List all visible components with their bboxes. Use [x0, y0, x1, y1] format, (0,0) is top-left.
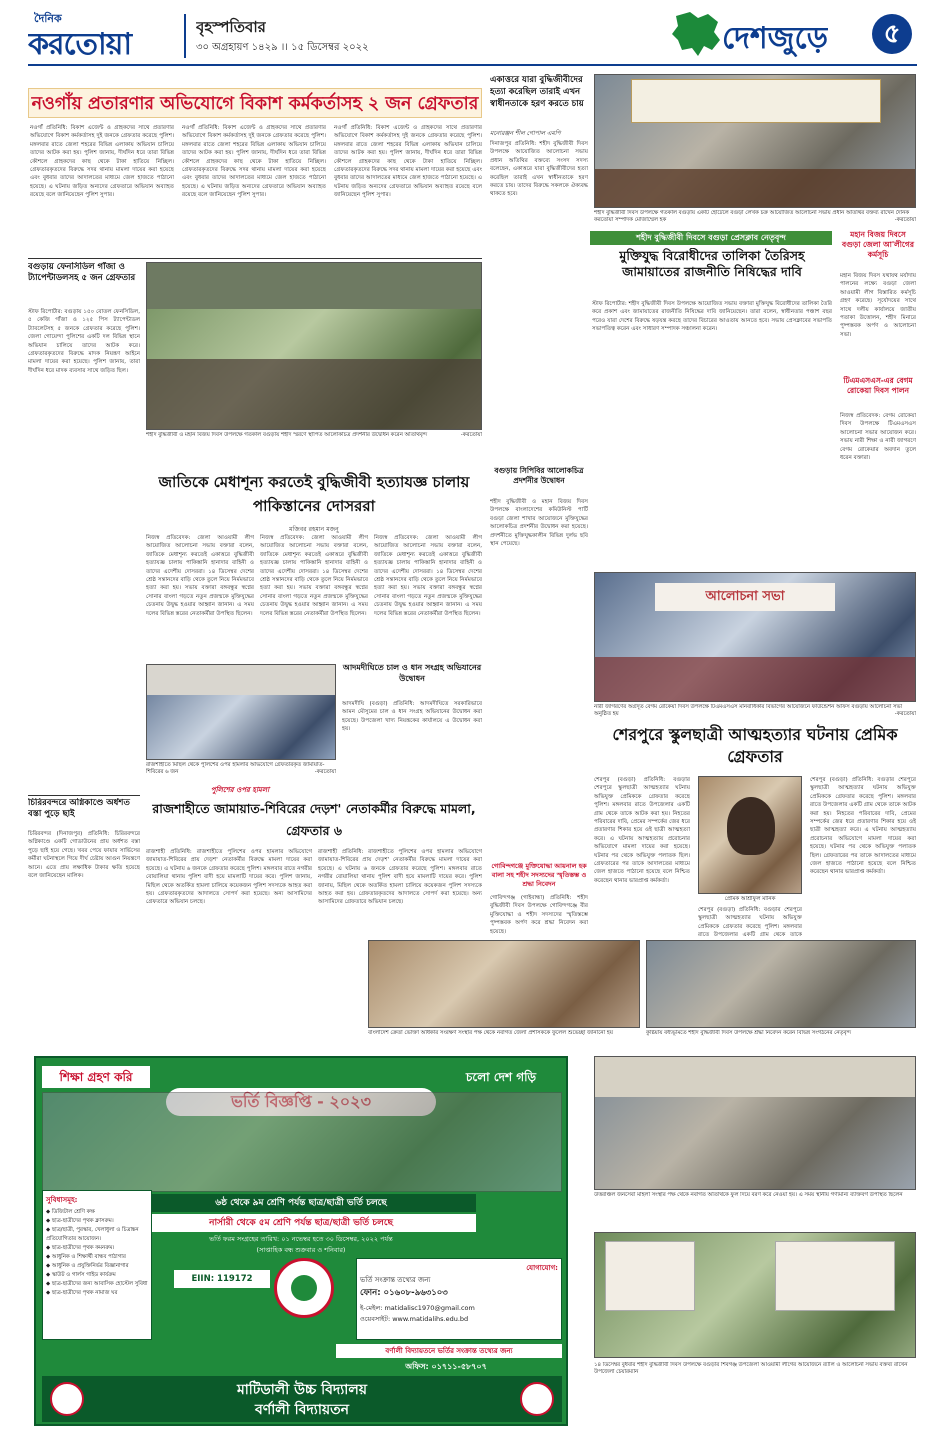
ad-line1: ৬ষ্ঠ থেকে ৯ম শ্রেণি পর্যন্ত ছাত্র/ছাত্রী ভর্তি চলছে: [126, 1194, 476, 1212]
page-number: ৫: [872, 14, 912, 54]
masthead-date: ৩০ অগ্রহায়ণ ১৪২৯ ।। ১৫ ডিসেম্বর ২০২২: [196, 42, 369, 53]
intellect-body-col2: নিজস্ব প্রতিবেদক: জেলা আওয়ামী লীগ আয়োজিত আলোচনা সভায় বক্তারা বলেন, জাতিকে মেধাশূন্য করতেই একাত্তরে বুদ্ধিজীবী হত্যাযজ্ঞ চালায় পাকিস্তানি হানাদার বাহিনী ও তাদের এদেশীয় দোসররা। ১৪ ডিসেম্বর দেশের শ্রেষ্ঠ সন্তানদের বাড়ি থেকে তুলে নিয়ে নির্মমভাবে হত্যা করা হয়। সভায় বক্তারা বঙ্গবন্ধুর স্বপ্নের সোনার বাংলা গড়তে নতুন প্রজন্মকে মুক্তিযুদ্ধের চেতনায় উদ্বুদ্ধ হওয়ার আহ্বান জানান। এ সময় দলের বিভিন্ন স্তরের নেতাকর্মীরা উপস্থিত ছিলেন।: [260, 535, 368, 617]
tmss-headline: টিএমএসএস-এর বেগম রোকেয়া দিবস পালন: [843, 376, 913, 395]
ad-contact-label: ভর্তি সংক্রান্ত তথ্যের জন্য: [360, 1276, 431, 1284]
school-crest-icon: [274, 1258, 334, 1318]
ad-phone: ফোন: ০১৬০৮-৯৬৩১০৩: [360, 1288, 448, 1298]
sherpur-body-col2: শেরপুর (বগুড়া) প্রতিনিধি: বগুড়ার শেরপুরে স্কুলছাত্রী আত্মহত্যার ঘটনায় অভিযুক্ত প্রেমিককে গ্রেফতার করেছে পুলিশ। মঙ্গলবার রাতে উপজেলার একটি গ্রাম থেকে তাকে: [698, 907, 802, 939]
ad-feature-item: ◆ স্কাউট ও গার্লস গাইড কার্যক্রম: [46, 1272, 116, 1278]
ad-contact-title: যোগাযোগ:: [526, 1264, 558, 1272]
police-attack-photo-credit: -করতোয়া: [314, 769, 336, 776]
intellect-body-col3: নিজস্ব প্রতিবেদক: জেলা আওয়ামী লীগ আয়োজিত আলোচনা সভায় বক্তারা বলেন, জাতিকে মেধাশূন্য করতেই একাত্তরে বুদ্ধিজীবী হত্যাযজ্ঞ চালায় পাকিস্তানি হানাদার বাহিনী ও তাদের এদেশীয় দোসররা। ১৪ ডিসেম্বর দেশের শ্রেষ্ঠ সন্তানদের বাড়ি থেকে তুলে নিয়ে নির্মমভাবে হত্যা করা হয়। সভায় বক্তারা বঙ্গবন্ধুর স্বপ্নের সোনার বাংলা গড়তে নতুন প্রজন্মকে মুক্তিযুদ্ধের চেতনায় উদ্বুদ্ধ হওয়ার আহ্বান জানান। এ সময় দলের বিভিন্ন স্তরের নেতাকর্মীরা উপস্থিত ছিলেন।: [374, 535, 482, 617]
section-title: দেশজুড়ে: [722, 21, 828, 56]
bottom-right-caption-1: উত্তরাঞ্চল জনসেবা মহিলা সংস্থার পক্ষ থেকে নবাগত অতিথিকে ফুল দিয়ে বরণ করে নেওয়া হয়। এ সময় স্থানীয় গণ্যমান্য ব্যক্তিবর্গ উপস্থিত ছিলেন: [594, 1192, 903, 1198]
bangladesh-map-icon: [668, 10, 724, 58]
ad-email: ই-মেইল: matidalisc1970@gmail.com: [360, 1304, 475, 1312]
tmss-body: নিজস্ব প্রতিবেদক: বেগম রোকেয়া দিবস উপলক্ষে টিএমএসএস আলোচনা সভার আয়োজন করে। সভায় নারী শিক্ষা ও নারী জাগরণে বেগম রোকেয়ার অবদান তুলে ধরেন বক্তারা।: [840, 413, 916, 462]
top-right-byline: মনোরঞ্জন শীল গোপাল এমপি: [490, 130, 561, 137]
ad-feature-item: ◆ ডিজিটাল শ্রেণি কক্ষ: [46, 1209, 95, 1215]
masthead: [0, 0, 945, 66]
top-right-photo-credit: -করতোয়া: [894, 217, 916, 224]
ad-feature-item: ◆ ছাত্র-ছাত্রীদের পৃথক নামাজ ঘর: [46, 1290, 118, 1296]
top-right-photo: [594, 74, 916, 208]
awami-headline: মহান বিজয় দিবসে বগুড়া জেলা আ'লীগের কর্মসূচি: [842, 230, 914, 259]
intellect-byline: মজিবর রহমান মজনু: [289, 526, 339, 533]
top-right-photo-caption-text: শহীদ বুদ্ধিজীবী দিবস উপলক্ষে গতকাল বগুড়ায় একটি হোটেলে বগুড়া লেখক চক্র আয়োজিত আলোচনা সভায় প্রধান অতিথির বক্তব্য রাখেন দৈনিক করতোয়া সম্পাদক মোজাম্মেল হক: [594, 210, 910, 224]
ad-line2: নার্সারী থেকে ৫ম শ্রেণি পর্যন্ত ছাত্র/ছাত্রী ভর্তি চলছে: [126, 1214, 476, 1232]
roquia-photo: [594, 572, 916, 702]
logo-main-text: করতোয়া: [28, 27, 132, 60]
admission-ad: [34, 1056, 568, 1426]
roquia-caption: [594, 704, 916, 720]
sherpur-body-col3: শেরপুর (বগুড়া) প্রতিনিধি: বগুড়ার শেরপুরে স্কুলছাত্রী আত্মহত্যার ঘটনায় অভিযুক্ত প্রেমিককে গ্রেফতার করেছে পুলিশ। মঙ্গলবার রাতে উপজেলার একটি গ্রাম থেকে তাকে আটক করা হয়। নিহতের পরিবারের দাবি, প্রেমের সম্পর্কের জের ধরে প্রতারণার শিকার হয়ে ওই ছাত্রী আত্মহত্যা করে। এ ঘটনায় আত্মহত্যায় প্ররোচনার অভিযোগে মামলা দায়ের করা হয়েছে। ঘটনার পর থেকে অভিযুক্ত পলাতক ছিল। গ্রেফতারের পর তাকে আদালতের মাধ্যমে জেল হাজতে পাঠানো হয়েছে বলে নিশ্চিত করেছেন থানার ভারপ্রাপ্ত কর্মকর্তা।: [810, 777, 916, 876]
intellect-headline: জাতিকে মেধাশূন্য করতেই বুদ্ধিজীবী হত্যাযজ্ঞ চালায় পাকিস্তানের দোসররা: [158, 473, 470, 515]
top-right-body: দিনাজপুর প্রতিনিধি: শহীদ বুদ্ধিজীবী দিবস উপলক্ষে আয়োজিত আলোচনা সভায় প্রধান অতিথির বক্তব্যে সংসদ সদস্য বলেছেন, একাত্তরে যারা বুদ্ধিজীবীদের হত্যা করেছিল তারাই এখন স্বাধীনতাকে হরণ করতে চায়। তাদের বিরুদ্ধে সকলকে ঐক্যবদ্ধ থাকতে হবে।: [490, 141, 588, 198]
left-divider-1: [28, 258, 482, 259]
bottom-right-photo-2: [594, 1232, 916, 1358]
lead-body-col3: নওগাঁ প্রতিনিধি: বিকাশ এজেন্ট ও গ্রাহকদের সাথে প্রতারণার অভিযোগে বিকাশ কর্মকর্তাসহ দুই জনকে গ্রেফতার করেছে পুলিশ। মঙ্গলবার রাতে জেলা শহরের বিভিন্ন এলাকায় অভিযান চালিয়ে তাদের আটক করা হয়। পুলিশ জানায়, দীর্ঘদিন ধরে তারা বিভিন্ন কৌশলে গ্রাহকদের কাছ থেকে টাকা হাতিয়ে নিচ্ছিল। গ্রেফতারকৃতদের বিরুদ্ধে সদর থানায় মামলা দায়ের করা হয়েছে এবং বুধবার তাদের আদালতের মাধ্যমে জেল হাজতে পাঠানো হয়েছে। এ ঘটনায় জড়িত অন্যদের গ্রেফতারে অভিযান অব্যাহত রয়েছে বলে জানিয়েছেন পুলিশ সুপার।: [334, 125, 482, 199]
mid-right-caption: কুষ্টিয়ায় বধ্যভূমিতে শহীদ বুদ্ধিজীবী দিবস উপলক্ষে শ্রদ্ধা নিবেদন করেন বিভিন্ন সংগঠনের নেতৃবৃন্দ: [646, 1030, 851, 1036]
bottom-right-caption-2: ১৪ ডিসেম্বর বুধবার শহীদ বুদ্ধিজীবী দিবস উপলক্ষে বগুড়ার শিবগঞ্জ উপজেলা আওয়ামী লীগের আয়োজনে র‍্যালি ও আলোচনা সভায় বক্তব্য রাখেন উপজেলা চেয়ারম্যান: [594, 1362, 908, 1376]
ad-feature-item: ◆ ছাত্র/ছাত্রী, পুরস্কার, খেলাধুলা ও চিত্রাঙ্কন প্রতিযোগিতার আয়োজন।: [46, 1227, 139, 1242]
gallery-body: শহীদ বুদ্ধিজীবী ও মহান বিজয় দিবস উপলক্ষে বাংলাদেশের কমিউনিস্ট পার্টি বগুড়া জেলা শাখার আয়োজনে মুক্তিযুদ্ধের আলোকচিত্র প্রদর্শনীর উদ্বোধন করা হয়েছে। প্রদর্শনীতে মুক্তিযুদ্ধকালীন বিভিন্ন দুর্লভ ছবি স্থান পেয়েছে।: [490, 499, 588, 548]
police-attack-photo-caption-text: রাজশাহীতে মিছিল থেকে পুলিশের ওপর হামলার অভিযোগে গ্রেফতারকৃত জামায়াত-শিবিরের ৬ জন: [146, 762, 325, 776]
masthead-bottom-rule: [28, 64, 917, 66]
ad-feature-item: ◆ আধুনিক ও শিক্ষার্থী বান্ধব পাঠাগার: [46, 1254, 126, 1260]
lead-body-col1: নওগাঁ প্রতিনিধি: বিকাশ এজেন্ট ও গ্রাহকদের সাথে প্রতারণার অভিযোগে বিকাশ কর্মকর্তাসহ দুই জনকে গ্রেফতার করেছে পুলিশ। মঙ্গলবার রাতে জেলা শহরের বিভিন্ন এলাকায় অভিযান চালিয়ে তাদের আটক করা হয়। পুলিশ জানায়, দীর্ঘদিন ধরে তারা বিভিন্ন কৌশলে গ্রাহকদের কাছ থেকে টাকা হাতিয়ে নিচ্ছিল। গ্রেফতারকৃতদের বিরুদ্ধে সদর থানায় মামলা দায়ের করা হয়েছে এবং বুধবার তাদের আদালতের মাধ্যমে জেল হাজতে পাঠানো হয়েছে। এ ঘটনায় জড়িত অন্যদের গ্রেফতারে অভিযান অব্যাহত রয়েছে বলে জানিয়েছেন পুলিশ সুপার।: [30, 125, 174, 199]
police-attack-body-col1: রাজশাহী প্রতিনিধি: রাজশাহীতে পুলিশের ওপর হামলার অভিযোগে জামায়াত-শিবিরের প্রায় দেড়শ' নেতাকর্মীর বিরুদ্ধে মামলা দায়ের করা হয়েছে। এ ঘটনায় ৬ জনকে গ্রেফতার করেছে পুলিশ। মঙ্গলবার রাতে নগরীর বোয়ালিয়া থানায় পুলিশ বাদী হয়ে মামলাটি দায়ের করে। পুলিশ জানায়, মিছিল থেকে অতর্কিত হামলা চালিয়ে কয়েকজন পুলিশ সদস্যকে আহত করা হয়। গ্রেফতারকৃতদের আদালতে সোপর্দ করা হয়েছে। অন্য আসামিদের গ্রেফতারে অভিযান চলছে।: [146, 849, 312, 906]
mid-right-photo: [646, 940, 916, 1028]
mid-left-photo: [368, 940, 640, 1028]
ad-features-title: সুবিধাসমূহ:: [46, 1196, 78, 1204]
demand-body: স্টাফ রিপোর্টার: শহীদ বুদ্ধিজীবী দিবস উপলক্ষে আয়োজিত সভায় বক্তারা মুক্তিযুদ্ধ বিরোধীদের তালিকা তৈরি করে প্রকাশ এবং জামায়াতের রাজনীতি নিষিদ্ধের দাবি জানিয়েছেন। তারা বলেন, স্বাধীনতার পঞ্চাশ বছর পরেও যারা দেশের বিরুদ্ধে ষড়যন্ত্র করছে তাদের বিচারের আওতায় আনতে হবে। সভায় প্রেসক্লাবের সভাপতি সভাপতিত্ব করেন এবং সাধারণ সম্পাদক সঞ্চালনা করেন।: [592, 301, 832, 333]
sherpur-photo: [698, 776, 802, 894]
ad-footer-logo-left-icon: [50, 1382, 84, 1416]
left-divider-2: [28, 795, 140, 796]
awami-body: মহান বিজয় দিবস যথাযথ মর্যাদায় পালনের লক্ষ্যে বগুড়া জেলা আওয়ামী লীগ বিস্তারিত কর্মসূচি গ্রহণ করেছে। সূর্যোদয়ের সাথে সাথে দলীয় কার্যালয়ে জাতীয় পতাকা উত্তোলন, শহীদ মিনারে পুষ্পস্তবক অর্পণ ও আলোচনা সভা।: [840, 273, 916, 338]
ad-feature-item: ◆ ছাত্র-ছাত্রীদের পৃথক ক্লাসরুম।: [46, 1218, 114, 1224]
ad-line3: ভর্তি ফরম সংগ্রহের তারিখ: ০১ নভেম্বর হতে ৩০ ডিসেম্বর, ২০২২ পর্যন্ত: [209, 1235, 393, 1243]
roquia-caption-text: নারী জাগরণের অগ্রদূত বেগম রোকেয়া দিবস উপলক্ষে টিএমএসএস মানবাধিকার বিভাগের আয়োজনে ফাউন্ডেশন অফিস বগুড়ায় আলোচনা সভা অনুষ্ঠিত হয়: [594, 704, 903, 718]
ad-feature-item: ◆ আধুনিক ও প্রযুক্তিনির্ভর বিজ্ঞানাগার: [46, 1263, 129, 1269]
logo-small-text: দৈনিক: [34, 12, 62, 25]
police-attack-photo: [146, 664, 336, 760]
lead-headline: নওগাঁয় প্রতারণার অভিযোগে বিকাশ কর্মকর্তাসহ ২ জন গ্রেফতার: [28, 88, 482, 118]
ad-office: অফিস: ০১৭১১-৫৮৭০৭: [405, 1362, 487, 1371]
ad-eiin: EIIN: 119172: [174, 1270, 270, 1288]
ad-sub-note: বর্ণালী বিদ্যায়তনে ভর্তির সংক্রান্ত তথ্যের জন্য: [336, 1344, 562, 1358]
sherpur-body-col1: শেরপুর (বগুড়া) প্রতিনিধি: বগুড়ার শেরপুরে স্কুলছাত্রী আত্মহত্যার ঘটনায় অভিযুক্ত প্রেমিককে গ্রেফতার করেছে পুলিশ। মঙ্গলবার রাতে উপজেলার একটি গ্রাম থেকে তাকে আটক করা হয়। নিহতের পরিবারের দাবি, প্রেমের সম্পর্কের জের ধরে প্রতারণার শিকার হয়ে ওই ছাত্রী আত্মহত্যা করে। এ ঘটনায় আত্মহত্যায় প্ররোচনার অভিযোগে মামলা দায়ের করা হয়েছে। ঘটনার পর থেকে অভিযুক্ত পলাতক ছিল। গ্রেফতারের পর তাকে আদালতের মাধ্যমে জেল হাজতে পাঠানো হয়েছে বলে নিশ্চিত করেছেন থানার ভারপ্রাপ্ত কর্মকর্তা।: [594, 777, 690, 884]
press-club-band: শহীদ বুদ্ধিজীবী দিবসে বগুড়া প্রেসক্লাব নেতৃবৃন্দ: [590, 231, 832, 245]
top-right-photo-caption: [594, 210, 916, 228]
mid-left-caption: বাংলাদেশ ক্রেতা ভোক্তা অধিকার সংরক্ষণ সংস্থার পক্ষ থেকে নবাগত জেলা প্রশাসককে ফুলেল শুভেচ্ছা জানানো হয়: [368, 1030, 613, 1036]
bottom-right-photo-1: [594, 1056, 916, 1190]
demand-headline: মুক্তিযুদ্ধ বিরোধীদের তালিকা তৈরিসহ জামায়াতের রাজনীতি নিষিদ্ধের দাবি: [619, 248, 805, 279]
ad-feature-item: ◆ ছাত্র-ছাত্রীদের জন্য আবাসিক হোস্টেল সুবিধা: [46, 1281, 148, 1287]
ad-features-box: [42, 1190, 152, 1340]
fire-headline: চিরিরবন্দরে অগ্নিকাণ্ডে অর্ধশত বস্তা পুড়ে ছাই: [28, 798, 130, 819]
ad-feature-item: ◆ ছাত্র-ছাত্রীদের পৃথক কমনরুম।: [46, 1245, 115, 1251]
ad-school-photo: [42, 1092, 562, 1192]
ganja-headline: বগুড়ায় ফেনসিডিল গাঁজা ও ট্যাপেন্টাডলসহ ৫ জন গ্রেফতার: [28, 262, 136, 283]
ad-features-list: [46, 1208, 148, 1298]
ad-school1: মাটিডালী উচ্চ বিদ্যালয়: [236, 1382, 368, 1398]
sherpur-headline: শেরপুরে স্কুলছাত্রী আত্মহত্যার ঘটনায় প্রেমিক গ্রেফতার: [612, 725, 898, 766]
gobindaganj-body: গোবিন্দগঞ্জ (গাইবান্ধা) প্রতিনিধি: শহীদ বুদ্ধিজীবী দিবস উপলক্ষে গোবিন্দগঞ্জে বীর মুক্তিযোদ্ধা ও শহীদ সদস্যদের স্মৃতিস্তম্ভে পুষ্পস্তবক অর্পণ করে শ্রদ্ধা নিবেদন করা হয়েছে।: [490, 895, 588, 935]
police-attack-headline: রাজশাহীতে জামায়াত-শিবিরের দেড়শ' নেতাকর্মীর বিরুদ্ধে মামলা, গ্রেফতার ৬: [152, 801, 476, 838]
center-photo-credit: -করতোয়া: [460, 432, 482, 438]
police-attack-body-col2: রাজশাহী প্রতিনিধি: রাজশাহীতে পুলিশের ওপর হামলার অভিযোগে জামায়াত-শিবিরের প্রায় দেড়শ' নেতাকর্মীর বিরুদ্ধে মামলা দায়ের করা হয়েছে। এ ঘটনায় ৬ জনকে গ্রেফতার করেছে পুলিশ। মঙ্গলবার রাতে নগরীর বোয়ালিয়া থানায় পুলিশ বাদী হয়ে মামলাটি দায়ের করে। পুলিশ জানায়, মিছিল থেকে অতর্কিত হামলা চালিয়ে কয়েকজন পুলিশ সদস্যকে আহত করা হয়। গ্রেফতারকৃতদের আদালতে সোপর্দ করা হয়েছে। অন্য আসামিদের গ্রেফতারে অভিযান চলছে।: [318, 849, 482, 906]
lead-body-col2: নওগাঁ প্রতিনিধি: বিকাশ এজেন্ট ও গ্রাহকদের সাথে প্রতারণার অভিযোগে বিকাশ কর্মকর্তাসহ দুই জনকে গ্রেফতার করেছে পুলিশ। মঙ্গলবার রাতে জেলা শহরের বিভিন্ন এলাকায় অভিযান চালিয়ে তাদের আটক করা হয়। পুলিশ জানায়, দীর্ঘদিন ধরে তারা বিভিন্ন কৌশলে গ্রাহকদের কাছ থেকে টাকা হাতিয়ে নিচ্ছিল। গ্রেফতারকৃতদের বিরুদ্ধে সদর থানায় মামলা দায়ের করা হয়েছে এবং বুধবার তাদের আদালতের মাধ্যমে জেল হাজতে পাঠানো হয়েছে। এ ঘটনায় জড়িত অন্যদের গ্রেফতারে অভিযান অব্যাহত রয়েছে বলে জানিয়েছেন পুলিশ সুপার।: [182, 125, 326, 199]
ad-line4: (সাপ্তাহিক বন্ধ শুক্রবার ও শনিবার): [256, 1246, 346, 1254]
ad-contact-box: [356, 1258, 562, 1340]
fire-body: চিরিরবন্দর (দিনাজপুর) প্রতিনিধি: চিরিরবন্দরে অগ্নিকাণ্ডে একটি গোডাউনের প্রায় অর্ধশত বস্তা পুড়ে ছাই হয়ে গেছে। খবর পেয়ে ফায়ার সার্ভিসের কর্মীরা ঘটনাস্থলে গিয়ে দীর্ঘ চেষ্টায় আগুন নিয়ন্ত্রণে আনে। এতে প্রায় লক্ষাধিক টাকার ক্ষতি হয়েছে বলে জানিয়েছেন মালিক।: [28, 831, 140, 880]
masthead-divider: [184, 14, 186, 58]
ad-footer: [42, 1376, 562, 1422]
intellect-body-col1: নিজস্ব প্রতিবেদক: জেলা আওয়ামী লীগ আয়োজিত আলোচনা সভায় বক্তারা বলেন, জাতিকে মেধাশূন্য করতেই একাত্তরে বুদ্ধিজীবী হত্যাযজ্ঞ চালায় পাকিস্তানি হানাদার বাহিনী ও তাদের এদেশীয় দোসররা। ১৪ ডিসেম্বর দেশের শ্রেষ্ঠ সন্তানদের বাড়ি থেকে তুলে নিয়ে নির্মমভাবে হত্যা করা হয়। সভায় বক্তারা বঙ্গবন্ধুর স্বপ্নের সোনার বাংলা গড়তে নতুন প্রজন্মকে মুক্তিযুদ্ধের চেতনায় উদ্বুদ্ধ হওয়ার আহ্বান জানান। এ সময় দলের বিভিন্ন স্তরের নেতাকর্মীরা উপস্থিত ছিলেন।: [146, 535, 254, 617]
police-attack-tag: পুলিশের ওপর হামলা: [210, 786, 270, 794]
ad-web: ওয়েবসাইট: www.matidalihs.edu.bd: [360, 1315, 469, 1323]
ganja-body: স্টাফ রিপোর্টার: বগুড়ায় ১৫০ বোতল ফেনসিডিল, ৫ কেজি গাঁজা ও ১২৫ পিস ট্যাপেন্টাডল ট্যাবলেটসহ ৫ জনকে গ্রেফতার করেছে পুলিশ। জেলা গোয়েন্দা পুলিশের একটি দল বিভিন্ন স্থানে অভিযান চালিয়ে তাদের আটক করে। গ্রেফতারকৃতদের বিরুদ্ধে মাদক নিয়ন্ত্রণ আইনে মামলা দায়ের করা হয়েছে। পুলিশ জানায়, তারা দীর্ঘদিন ধরে মাদক ব্যবসার সাথে জড়িত ছিল।: [28, 309, 140, 374]
gobindaganj-headline: গোবিন্দগঞ্জে মুক্তিযোদ্ধা আয়নাল হক বালা সহ শহীদ সদস্যদের স্মৃতিস্তম্ভ ও শ্রদ্ধা নিবেদন: [491, 862, 587, 888]
ad-slogan-left: শিক্ষা গ্রহণ করি: [42, 1066, 150, 1088]
center-photo: [146, 262, 482, 430]
center-photo-caption-text: শহীদ বুদ্ধিজীবী ও মহান বিজয় দিবস উপলক্ষে গতকাল বগুড়ায় শহীদ স্মরণে স্থাপিত আলোকচিত্র প্রদর্শনীর উদ্বোধন করেন অতিথিবৃন্দ: [146, 432, 428, 438]
gallery-headline: বগুড়ায় সিপিবির আলোকচিত্র প্রদর্শনীর উদ্বোধন: [494, 466, 584, 485]
masthead-day: বৃহস্পতিবার: [196, 18, 266, 36]
newspaper-logo: [28, 10, 178, 60]
sherpur-photo-caption: প্রেমিক আশ্রাফুল মানিক: [724, 896, 776, 902]
rice-body: আদমদীঘি (বগুড়া) প্রতিনিধি: আদমদীঘিতে সরকারিভাবে আমন মৌসুমের চাল ও ধান সংগ্রহ অভিযানের উদ্বোধন করা হয়েছে। উপজেলা খাদ্য নিয়ন্ত্রকের কার্যালয়ে এ উদ্বোধন করা হয়।: [342, 701, 482, 733]
roquia-credit: -করতোয়া: [894, 711, 916, 718]
police-attack-photo-caption: [146, 762, 336, 778]
top-right-headline: একাত্তরে যারা বুদ্ধিজীবীদের হত্যা করেছিল তারাই এখন স্বাধীনতাকে হরণ করতে চায়: [490, 75, 584, 109]
center-photo-caption: [146, 432, 482, 456]
ad-school2: বর্ণালী বিদ্যায়তন: [254, 1402, 349, 1418]
ad-footer-logo-right-icon: [520, 1382, 554, 1416]
rice-headline: আদমদীঘিতে চাল ও ধান সংগ্রহ অভিযানের উদ্বোধন: [342, 663, 482, 683]
ad-slogan-right: চলো দেশ গড়ি: [465, 1070, 537, 1084]
roquia-banner: আলোচনা সভা: [655, 583, 835, 611]
